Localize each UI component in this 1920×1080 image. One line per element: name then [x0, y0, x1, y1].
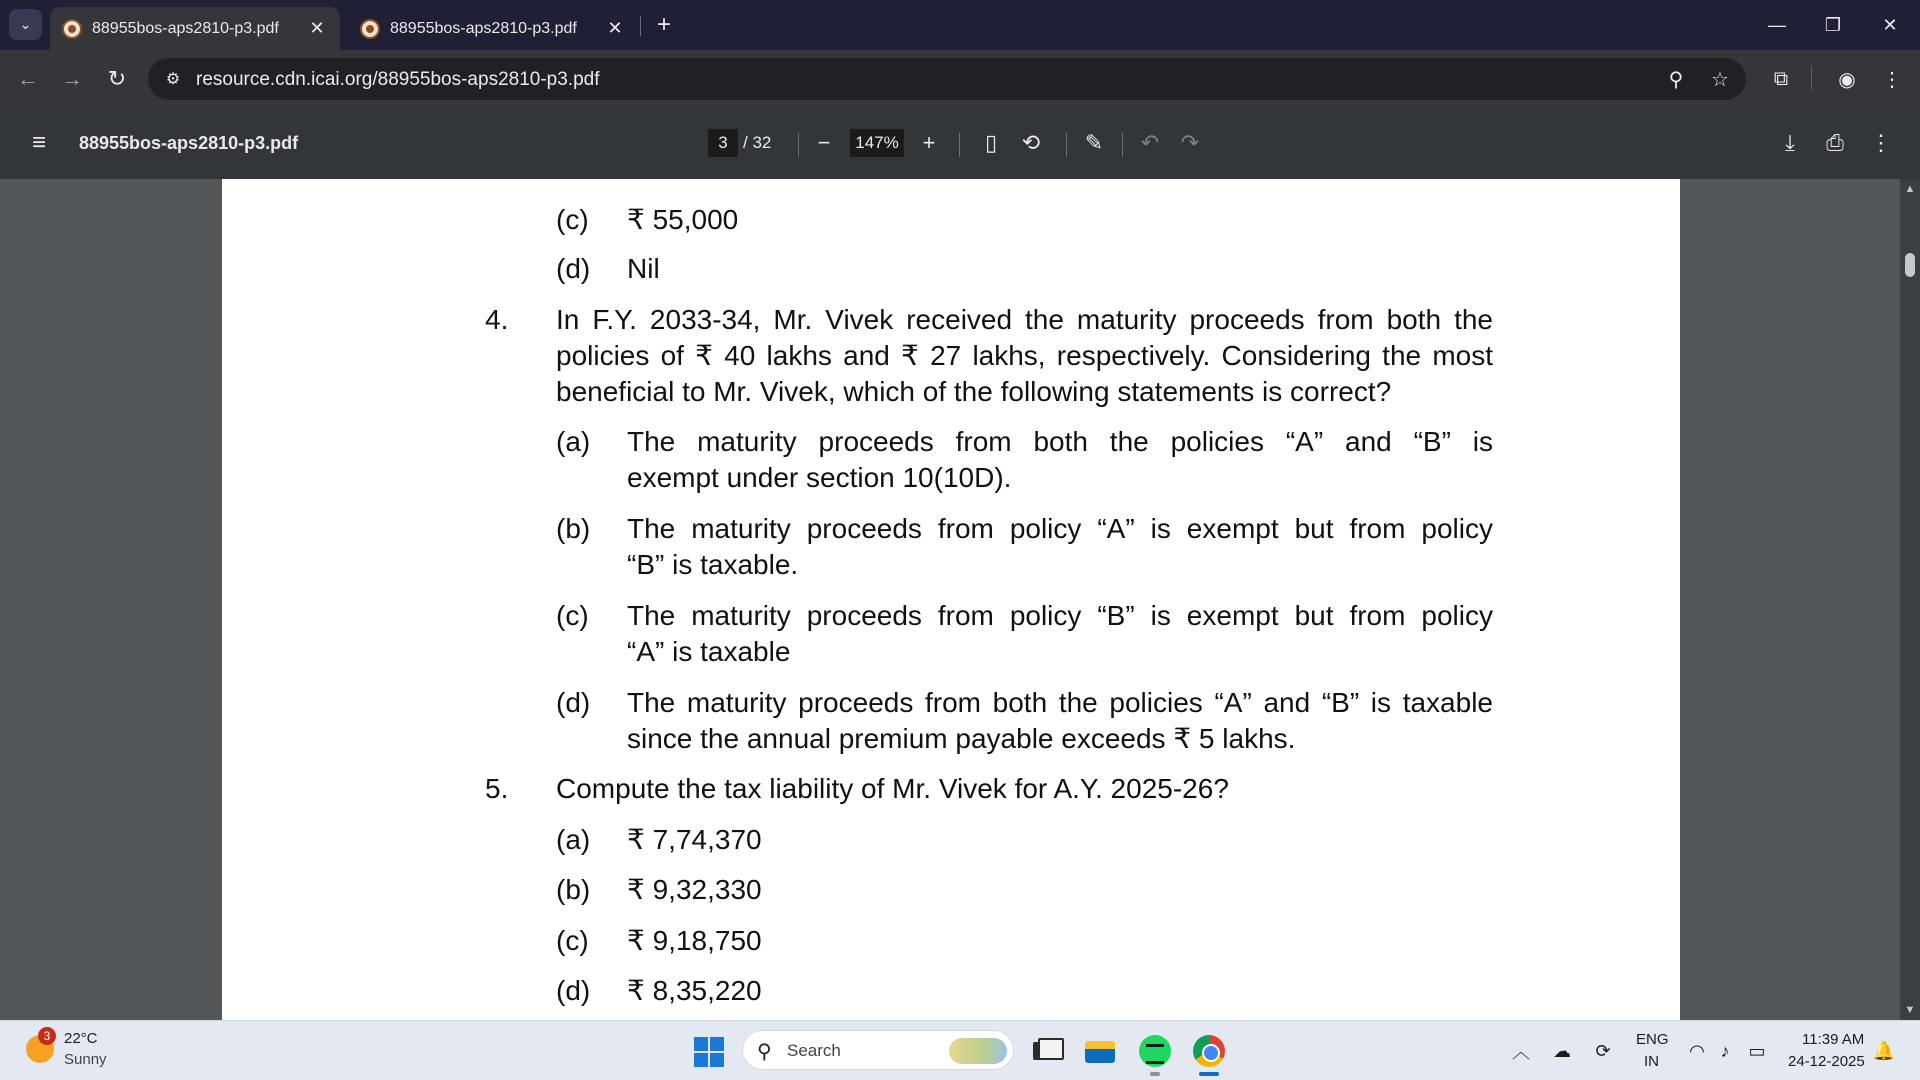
extensions-button[interactable] — [1765, 63, 1797, 95]
cloud-off-icon[interactable]: ☁ — [1553, 1040, 1571, 1061]
site-info-button[interactable] — [158, 65, 188, 93]
close-icon[interactable]: ✕ — [309, 18, 325, 38]
reload-icon: ↻ — [107, 66, 127, 91]
question-number: 4. — [485, 304, 509, 335]
option-label: (c) — [556, 600, 589, 631]
option-label: (a) — [556, 824, 591, 855]
puzzle-icon: ⧉ — [1773, 67, 1789, 90]
option-text: The maturity proceeds from policy “A” is exempt but from policy — [627, 513, 1493, 544]
chevron-down-icon: ⌄ — [19, 16, 32, 32]
taskbar-search[interactable] — [742, 1030, 1014, 1070]
back-arrow-icon: ← — [17, 66, 39, 91]
temperature: 22°C — [64, 1030, 98, 1047]
search-placeholder: Search — [787, 1041, 841, 1060]
scroll-down-arrow-icon[interactable]: ▼ — [1904, 1004, 1916, 1016]
forward-button[interactable] — [56, 63, 88, 95]
weather-badge: 3 — [38, 1027, 56, 1045]
clock-time[interactable]: 11:39 AM — [1802, 1031, 1865, 1048]
kebab-menu-icon: ⋮ — [1882, 68, 1902, 91]
zoom-icon: ⚲ — [1668, 68, 1684, 91]
pdf-title: 88955bos-aps2810-p3.pdf — [79, 133, 299, 153]
minimize-button[interactable] — [1757, 10, 1797, 40]
tab-separator — [640, 16, 641, 36]
plus-icon: + — [922, 130, 936, 155]
sync-icon[interactable]: ⟳ — [1595, 1040, 1611, 1061]
profile-icon: ◉ — [1838, 68, 1856, 91]
pdf-toolbar-separator — [1066, 133, 1067, 157]
question-text: beneficial to Mr. Vivek, which of the following statements is correct? — [556, 376, 1392, 407]
weather-condition: Sunny — [64, 1051, 107, 1068]
notification-bell-icon[interactable]: 🔔 — [1872, 1040, 1896, 1061]
option-text: ₹ 8,35,220 — [627, 975, 762, 1006]
tab-title: 88955bos-aps2810-p3.pdf — [390, 19, 577, 37]
show-hidden-icons-button[interactable] — [1508, 1039, 1534, 1063]
close-window-button[interactable] — [1870, 10, 1910, 40]
option-label: (b) — [556, 874, 591, 905]
pdf-toolbar-separator — [798, 133, 799, 157]
option-text: since the annual premium payable exceeds ₹ 5 lakhs. — [627, 723, 1296, 754]
minimize-icon: — — [1768, 14, 1786, 35]
battery-icon[interactable]: ▭ — [1748, 1040, 1766, 1061]
option-text: ₹ 9,18,750 — [627, 925, 762, 956]
option-label: (b) — [556, 513, 591, 544]
new-tab-button[interactable] — [650, 11, 678, 39]
download-button[interactable] — [1775, 129, 1805, 157]
windows-logo-icon — [710, 1053, 724, 1067]
option-label: (d) — [556, 687, 591, 718]
option-text: Nil — [627, 253, 660, 284]
pdf-page — [222, 179, 1680, 1020]
reload-button[interactable] — [101, 63, 133, 95]
pen-icon: ✎ — [1084, 130, 1104, 155]
task-view-button[interactable] — [1030, 1035, 1062, 1067]
icai-favicon-icon — [62, 19, 82, 39]
minus-icon: − — [817, 130, 831, 155]
plus-icon: + — [656, 11, 671, 38]
clock-date[interactable]: 24-12-2025 — [1788, 1053, 1865, 1070]
rotate-button[interactable] — [1016, 129, 1046, 157]
icai-favicon-icon — [360, 19, 380, 39]
kebab-menu-icon: ⋮ — [1870, 130, 1892, 155]
fit-page-icon: ▯ — [984, 130, 998, 155]
redo-button[interactable] — [1175, 129, 1205, 157]
chevron-up-icon: ︿ — [1512, 1042, 1530, 1062]
input-language[interactable]: ENG — [1636, 1031, 1669, 1048]
address-bar[interactable] — [148, 58, 1746, 100]
undo-icon: ↶ — [1140, 130, 1160, 155]
restore-icon: ❐ — [1824, 14, 1842, 35]
question-number: 5. — [485, 773, 509, 804]
print-button[interactable] — [1820, 129, 1850, 157]
forward-arrow-icon: → — [61, 66, 83, 91]
pdf-toolbar — [0, 107, 1920, 179]
zoom-level-input[interactable]: 147% — [850, 129, 904, 157]
pdf-more-button[interactable] — [1866, 129, 1896, 157]
option-text: The maturity proceeds from both the policies “A” and “B” is taxable — [627, 687, 1493, 718]
pdf-viewer[interactable] — [0, 179, 1920, 1020]
tune-icon: ⚙ — [165, 71, 181, 88]
chrome-active-indicator — [1199, 1072, 1219, 1076]
windows-logo-icon — [694, 1037, 708, 1051]
tab-strip — [0, 0, 1920, 50]
file-explorer-icon[interactable] — [1084, 1035, 1116, 1067]
windows-logo-icon — [710, 1037, 724, 1051]
scroll-up-arrow-icon[interactable]: ▲ — [1904, 183, 1916, 195]
browser-menu-button[interactable] — [1876, 63, 1908, 95]
hamburger-menu-icon: ≡ — [31, 129, 46, 156]
start-button[interactable] — [694, 1037, 724, 1067]
close-icon: ✕ — [1882, 14, 1898, 35]
option-label: (d) — [556, 253, 591, 284]
tab-title: 88955bos-aps2810-p3.pdf — [92, 19, 279, 37]
page-total: / 32 — [743, 133, 772, 152]
option-text: exempt under section 10(10D). — [627, 462, 1012, 493]
volume-icon[interactable]: ♪ — [1720, 1040, 1730, 1061]
back-button[interactable] — [12, 63, 44, 95]
close-icon[interactable]: ✕ — [607, 18, 623, 38]
option-label: (c) — [556, 204, 589, 235]
option-text: ₹ 9,32,330 — [627, 874, 762, 905]
pdf-toolbar-separator — [959, 133, 960, 157]
zoom-indicator-button[interactable] — [1661, 65, 1691, 93]
toolbar-separator — [1811, 66, 1812, 90]
fit-to-page-button[interactable] — [976, 129, 1006, 157]
chrome-icon[interactable] — [1193, 1035, 1225, 1067]
restore-button[interactable] — [1813, 10, 1853, 40]
question-text: In F.Y. 2033-34, Mr. Vivek received the maturity proceeds from both the — [556, 304, 1493, 335]
option-text: The maturity proceeds from policy “B” is exempt but from policy — [627, 600, 1493, 631]
printer-icon: ⎙ — [1826, 130, 1844, 155]
url-text[interactable]: resource.cdn.icai.org/88955bos-aps2810-p3.pdf — [196, 69, 600, 90]
option-label: (d) — [556, 975, 591, 1006]
undo-button[interactable] — [1135, 129, 1165, 157]
download-icon: ⤓ — [1785, 130, 1795, 155]
option-text: “A” is taxable — [627, 636, 791, 667]
browser-toolbar — [0, 50, 1920, 107]
profile-button[interactable] — [1831, 63, 1863, 95]
pdf-sidebar-button[interactable] — [24, 129, 54, 157]
search-icon: ⚲ — [757, 1041, 772, 1063]
option-label: (a) — [556, 426, 591, 457]
tab-active[interactable] — [50, 7, 340, 50]
question-text: policies of ₹ 40 lakhs and ₹ 27 lakhs, respectively. Considering the most — [556, 340, 1493, 371]
zoom-out-button[interactable] — [809, 129, 839, 157]
tab-inactive[interactable] — [348, 7, 638, 50]
vertical-scrollbar[interactable] — [1900, 179, 1920, 1020]
zoom-in-button[interactable] — [914, 129, 944, 157]
search-highlight-image — [949, 1038, 1007, 1064]
input-region[interactable]: IN — [1644, 1053, 1659, 1070]
page-number-input[interactable]: 3 — [708, 129, 738, 157]
annotate-button[interactable] — [1079, 129, 1109, 157]
star-icon: ☆ — [1711, 68, 1729, 91]
scroll-thumb[interactable] — [1905, 253, 1915, 277]
option-text: ₹ 7,74,370 — [627, 824, 762, 855]
redo-icon: ↷ — [1180, 130, 1200, 155]
option-text: The maturity proceeds from both the policies “A” and “B” is — [627, 426, 1493, 457]
option-label: (c) — [556, 925, 589, 956]
taskbar — [0, 1020, 1920, 1080]
tab-search-button[interactable] — [9, 9, 42, 40]
rotate-icon: ⟲ — [1021, 130, 1041, 155]
option-text: ₹ 55,000 — [627, 204, 739, 235]
wifi-icon[interactable]: ◠ — [1689, 1040, 1705, 1061]
spotify-running-indicator — [1150, 1072, 1160, 1076]
pdf-toolbar-separator — [1122, 133, 1123, 157]
bookmark-button[interactable] — [1705, 65, 1735, 93]
windows-logo-icon — [694, 1053, 708, 1067]
question-text: Compute the tax liability of Mr. Vivek for A.Y. 2025-26? — [556, 773, 1229, 804]
spotify-icon[interactable] — [1139, 1035, 1171, 1067]
option-text: “B” is taxable. — [627, 549, 799, 580]
